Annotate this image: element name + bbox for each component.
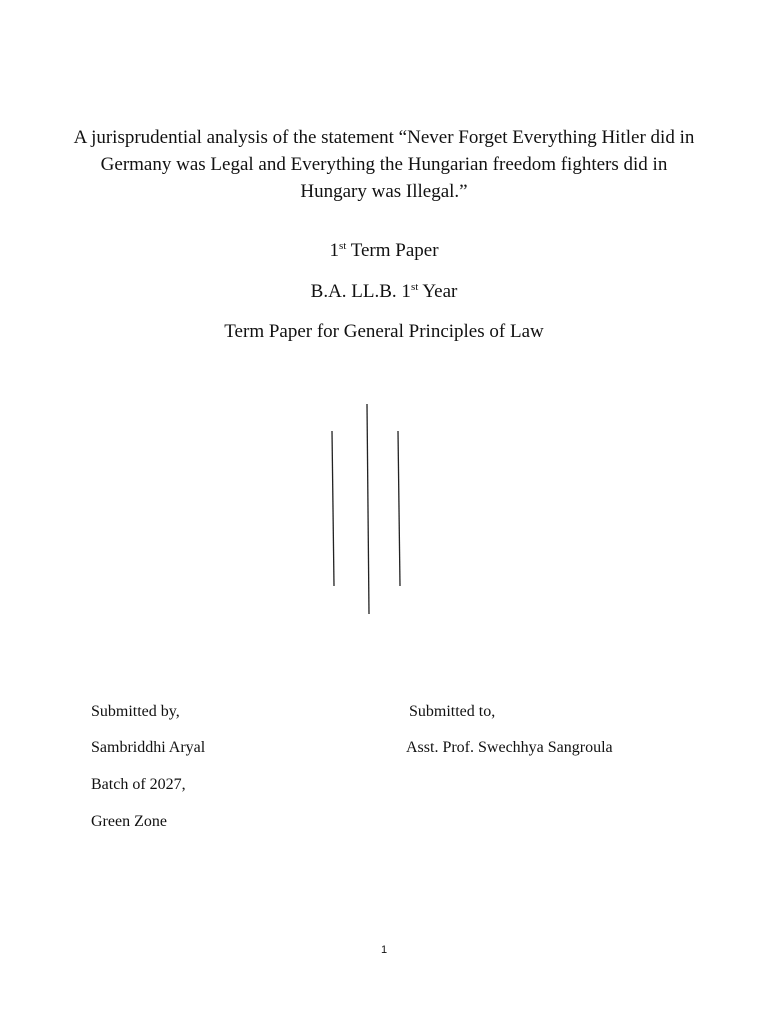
submitter-zone: Green Zone bbox=[91, 813, 167, 830]
course-line: Term Paper for General Principles of Law bbox=[224, 321, 544, 342]
submitted-to-label: Submitted to, bbox=[409, 703, 496, 720]
program-year-text: Year bbox=[418, 281, 458, 302]
document-title: A jurisprudential analysis of the statement “Never Forget Everything Hitler did in Germany was Legal and Everything the Hungarian freedom fighters did in Hungary was Illegal.” bbox=[73, 127, 695, 202]
page-number: 1 bbox=[380, 944, 388, 956]
decor-line-center bbox=[367, 404, 369, 614]
decor-line-left bbox=[332, 431, 334, 586]
recipient-name: Asst. Prof. Swechhya Sangroula bbox=[406, 739, 613, 756]
submitted-by-label: Submitted by, bbox=[91, 703, 180, 720]
decor-line-right bbox=[398, 431, 400, 586]
program-prefix: B.A. LL.B. 1 bbox=[310, 281, 411, 302]
term-ordinal-suffix: st bbox=[338, 240, 347, 252]
submitter-name: Sambriddhi Aryal bbox=[91, 739, 206, 756]
term-ordinal-number: 1 bbox=[329, 240, 339, 261]
program-ordinal-suffix: st bbox=[410, 281, 419, 293]
submitter-batch: Batch of 2027, bbox=[91, 776, 186, 793]
term-paper-text: Term Paper bbox=[346, 240, 439, 261]
